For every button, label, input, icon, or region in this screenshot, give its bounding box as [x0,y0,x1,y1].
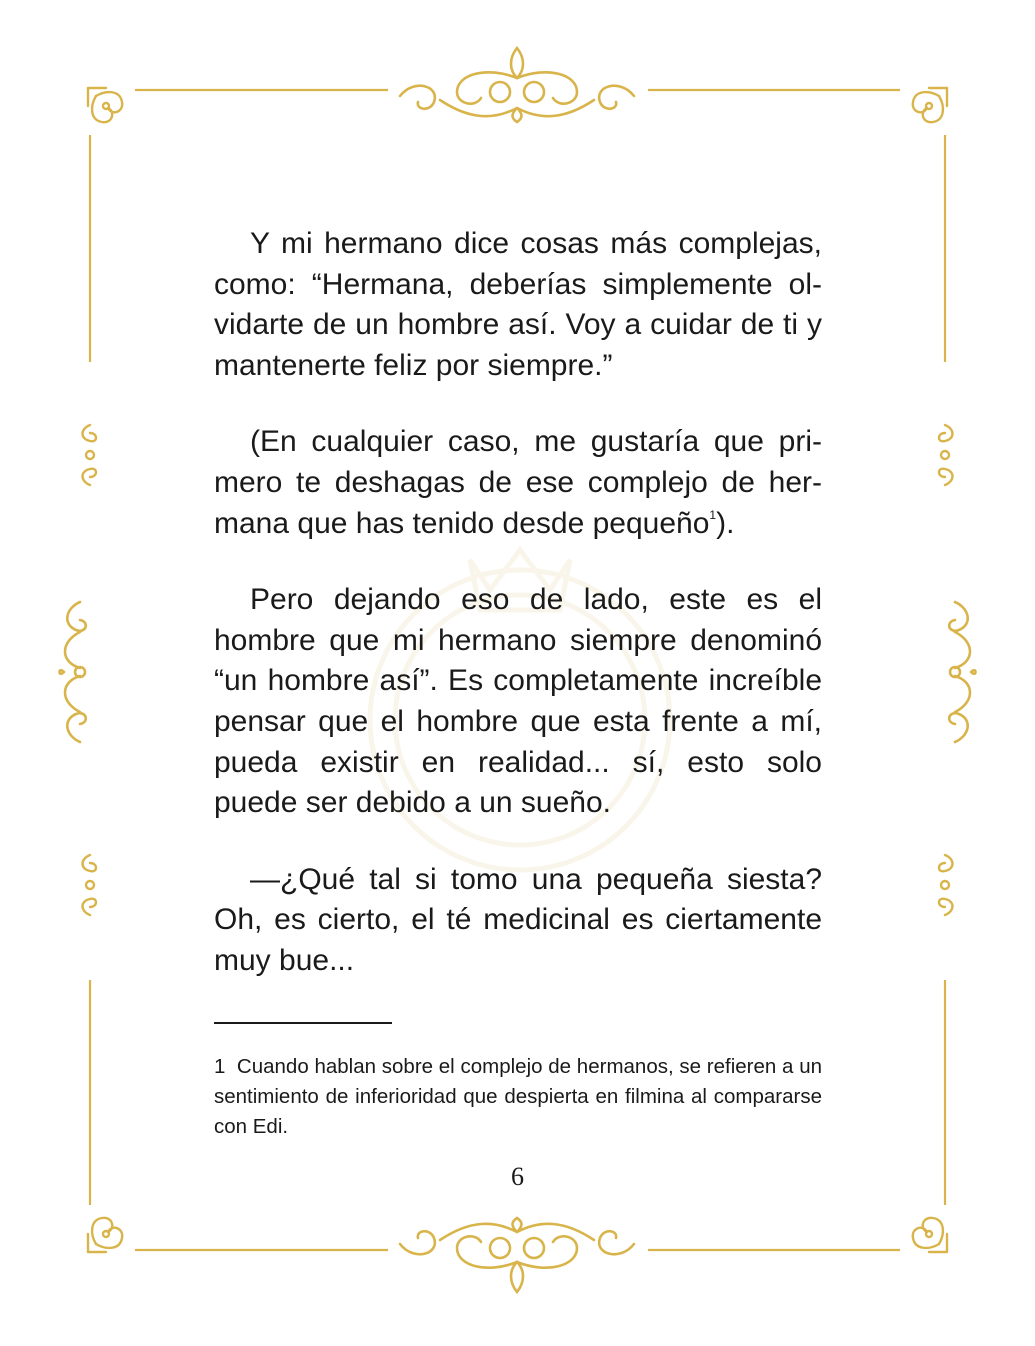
footnote-divider [214,1022,392,1024]
paragraph-2-tail: ). [716,506,735,540]
paragraph-2 [214,422,822,544]
footnote-number: 1 [214,1055,226,1078]
footnote [214,1052,822,1142]
paragraph-2-text: (En cualquier caso, me gustaría que primero te deshagas de ese complejo de hermana que has tenido desde pequeño [214,425,822,540]
paragraph-3: Pero dejando eso de lado, este es el hombre que mi hermano siempre denominó “un hombre así”. Es completamente increíble pensar que el hombre que esta frente a mí, pueda existir en realidad... sí, esto solo puede ser debido a un sueño. [214,583,822,820]
footnote-text: Cuando hablan sobre el complejo de hermanos, se refieren a un sentimiento de inferioridad que despierta en filmina al compararse con Edi. [214,1055,822,1138]
body-text [214,224,822,1018]
footnote-reference[interactable]: 1 [709,507,717,522]
paragraph-1: Y mi hermano dice cosas más complejas, como: “Hermana, deberías simplemente olvidarte de un hombre así. Voy a cuidar de ti y mantenerte feliz por siempre.” [214,227,822,382]
page-number: 6 [511,1162,524,1191]
paragraph-4: —¿Qué tal si tomo una pequeña siesta? Oh, es cierto, el té medicinal es ciertamente muy bue... [214,862,822,977]
